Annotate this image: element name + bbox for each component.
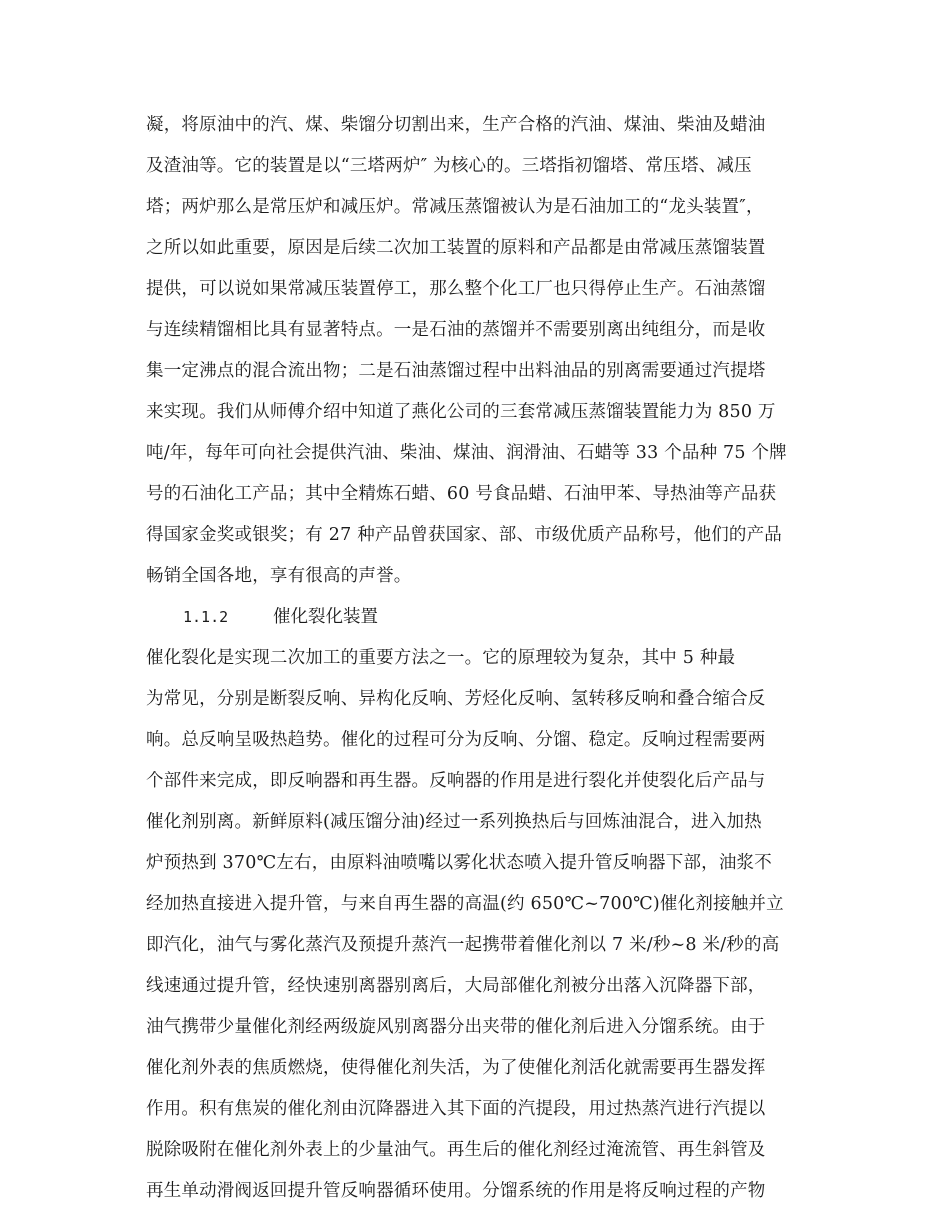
section-number: 1.1.2 <box>183 608 229 626</box>
text-line: 炉预热到 370℃左右，由原料油喷嘴以雾化状态喷入提升管反响器下部，油浆不 <box>146 853 772 873</box>
text-line: 来实现。我们从师傅介绍中知道了燕化公司的三套常减压蒸馏装置能力为 850 万 <box>146 402 776 422</box>
text-line: 响。总反响呈吸热趋势。催化的过程可分为反响、分馏、稳定。反响过程需要两 <box>146 730 766 750</box>
text-line: 及渣油等。它的装置是以“三塔两炉″ 为核心的。三塔指初馏塔、常压塔、减压 <box>146 156 752 176</box>
text-line: 作用。积有焦炭的催化剂由沉降器进入其下面的汽提段，用过热蒸汽进行汽提以 <box>146 1099 766 1119</box>
text-line: 脱除吸附在催化剂外表上的少量油气。再生后的催化剂经过淹流管、再生斜管及 <box>146 1140 766 1160</box>
text-line: 经加热直接进入提升管，与来自再生器的高温(约 650℃~700℃)催化剂接触并立 <box>146 894 784 914</box>
text-line: 个部件来完成，即反响器和再生器。反响器的作用是进行裂化并使裂化后产品与 <box>146 771 766 791</box>
text-line: 吨/年，每年可向社会提供汽油、柴油、煤油、润滑油、石蜡等 33 个品种 75 个牌 <box>146 443 787 463</box>
text-line: 之所以如此重要，原因是后续二次加工装置的原料和产品都是由常减压蒸馏装置 <box>146 238 766 258</box>
text-line: 催化裂化是实现二次加工的重要方法之一。它的原理较为复杂，其中 5 种最 <box>146 648 736 668</box>
text-line: 为常见，分别是断裂反响、异构化反响、芳烃化反响、氢转移反响和叠合缩合反 <box>146 689 766 709</box>
text-line: 得国家金奖或银奖；有 27 种产品曾获国家、部、市级优质产品称号，他们的产品 <box>146 525 782 545</box>
text-line: 塔；两炉那么是常压炉和减压炉。常减压蒸馏被认为是石油加工的“龙头装置″， <box>146 197 764 217</box>
text-line: 催化剂别离。新鲜原料(减压馏分油)经过一系列换热后与回炼油混合，进入加热 <box>146 812 762 832</box>
text-line: 提供，可以说如果常减压装置停工，那么整个化工厂也只得停止生产。石油蒸馏 <box>146 279 766 299</box>
text-line: 催化剂外表的焦质燃烧，使得催化剂失活，为了使催化剂活化就需要再生器发挥 <box>146 1058 766 1078</box>
text-line: 凝，将原油中的汽、煤、柴馏分切割出来，生产合格的汽油、煤油、柴油及蜡油 <box>146 115 766 135</box>
text-line: 油气携带少量催化剂经两级旋风别离器分出夹带的催化剂后进入分馏系统。由于 <box>146 1017 766 1037</box>
section-title: 催化裂化装置 <box>273 607 378 627</box>
text-line: 再生单动滑阀返回提升管反响器循环使用。分馏系统的作用是将反响过程的产物 <box>146 1181 766 1201</box>
text-line: 号的石油化工产品；其中全精炼石蜡、60 号食品蜡、石油甲苯、导热油等产品获 <box>146 484 777 504</box>
text-line: 即汽化，油气与雾化蒸汽及预提升蒸汽一起携带着催化剂以 7 米/秒~8 米/秒的高 <box>146 935 780 955</box>
text-line: 与连续精馏相比具有显著特点。一是石油的蒸馏并不需要别离出纯组分，而是收 <box>146 320 766 340</box>
section-heading <box>183 605 378 629</box>
text-line: 集一定沸点的混合流出物；二是石油蒸馏过程中出料油品的别离需要通过汽提塔 <box>146 361 766 381</box>
text-line: 畅销全国各地，享有很高的声誉。 <box>146 566 412 586</box>
text-line: 线速通过提升管，经快速别离器别离后，大局部催化剂被分出落入沉降器下部， <box>146 976 766 996</box>
